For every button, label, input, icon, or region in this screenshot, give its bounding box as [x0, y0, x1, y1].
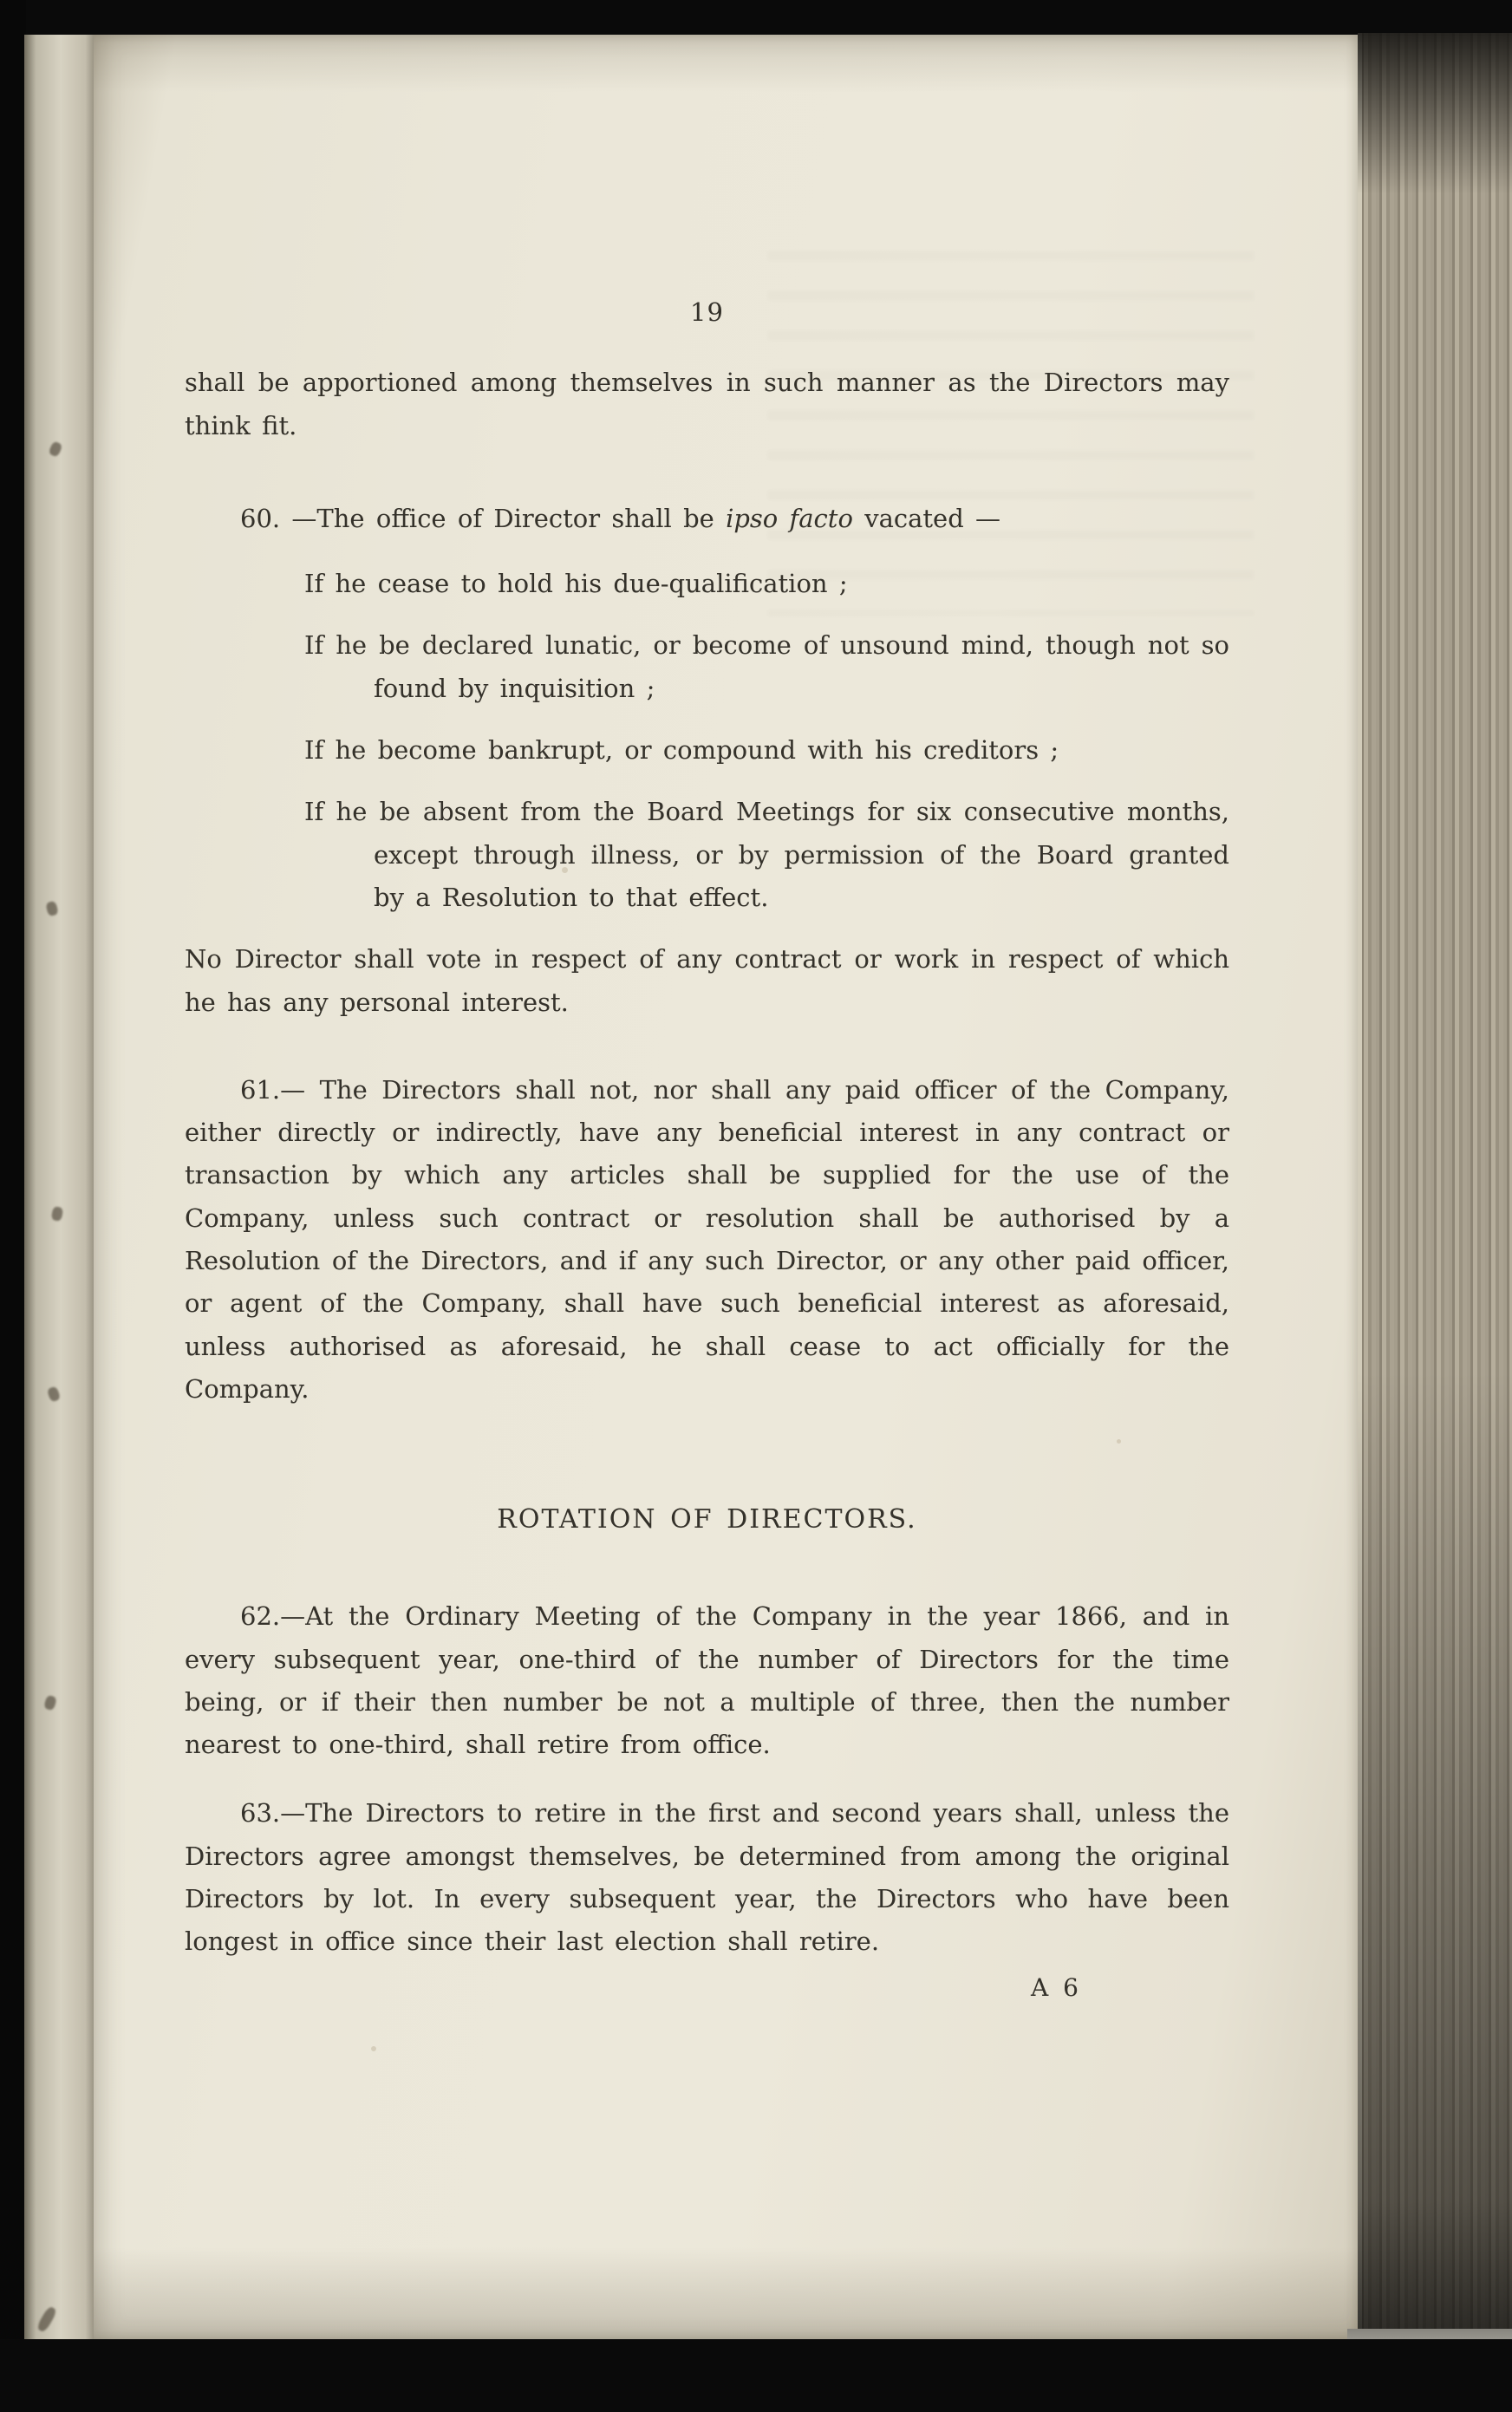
clause-62: 62.—At the Ordinary Meeting of the Company in the year 1866, and in every subsequent year, one-third of the number of Directors for the time being, or if their then number be not a multiple of three, then the number nearest to one-third, shall retire from office.: [185, 1601, 1229, 1760]
clause-60-item-2: If he be declared lunatic, or become of unsound mind, though not so found by inquisition ;: [304, 630, 1229, 703]
clause-61: 61.— The Directors shall not, nor shall any paid officer of the Company, either directly or indirectly, have any beneficial interest in any contract or transaction by which any articles shall be supplied for the use of the Company, unless such contract or resolution shall be authorised by a Resolution of the Directors, and if any such Director, or any other paid officer, or agent of the Company, shall have such beneficial interest as aforesaid, unless authorised as aforesaid, he shall cease to act officially for the Company.: [185, 1074, 1229, 1404]
right-page-stack-edge: [1358, 33, 1512, 2339]
binding-mark: [45, 901, 59, 916]
clause-60-item-1: If he cease to hold his due-qualification ;: [304, 569, 848, 599]
clause-60-latin-phrase: ipso facto: [726, 503, 853, 533]
page-text-block: [185, 35, 1229, 2008]
binding-mark: [48, 440, 62, 457]
binding-mark: [51, 1206, 64, 1222]
clause-60-item-3: If he become bankrupt, or compound with his creditors ;: [304, 735, 1059, 766]
clause-60-intro: [185, 498, 1229, 540]
clause-60-footer: No Director shall vote in respect of any contract or work in respect of which he has any personal interest.: [185, 944, 1229, 1017]
book-page: [94, 35, 1358, 2339]
section-heading-rotation-of-directors: ROTATION OF DIRECTORS.: [497, 1504, 917, 1535]
page-number: 19: [690, 297, 724, 327]
clause-63: 63.—The Directors to retire in the first and second years shall, unless the Directors agree amongst themselves, be determined from among the original Directors by lot. In every subsequent year, the Directors who have been longest in office since their last election shall retire.: [185, 1798, 1229, 1957]
clause-60-text-before: 60. —The office of Director shall be: [240, 503, 727, 533]
scan-top-black-band: [0, 0, 1512, 35]
paragraph-continuation: shall be apportioned among themselves in such manner as the Directors may think fit.: [185, 368, 1229, 440]
binding-mark: [47, 1385, 62, 1402]
clause-60-text-after: vacated —: [852, 503, 1001, 533]
binding-mark: [36, 2305, 57, 2333]
left-page-edge: [24, 35, 97, 2348]
scan-bottom-black-band: [0, 2339, 1512, 2412]
scan-left-black-edge: [0, 0, 26, 2412]
clause-60-item-4: If he be absent from the Board Meetings for six consecutive months, except through illness, or by permission of the Board granted by a Resolution to that effect.: [304, 797, 1229, 912]
binding-mark: [43, 1695, 57, 1711]
printers-signature-mark: A 6: [1031, 1972, 1080, 2002]
paper-speck: [371, 2046, 376, 2051]
